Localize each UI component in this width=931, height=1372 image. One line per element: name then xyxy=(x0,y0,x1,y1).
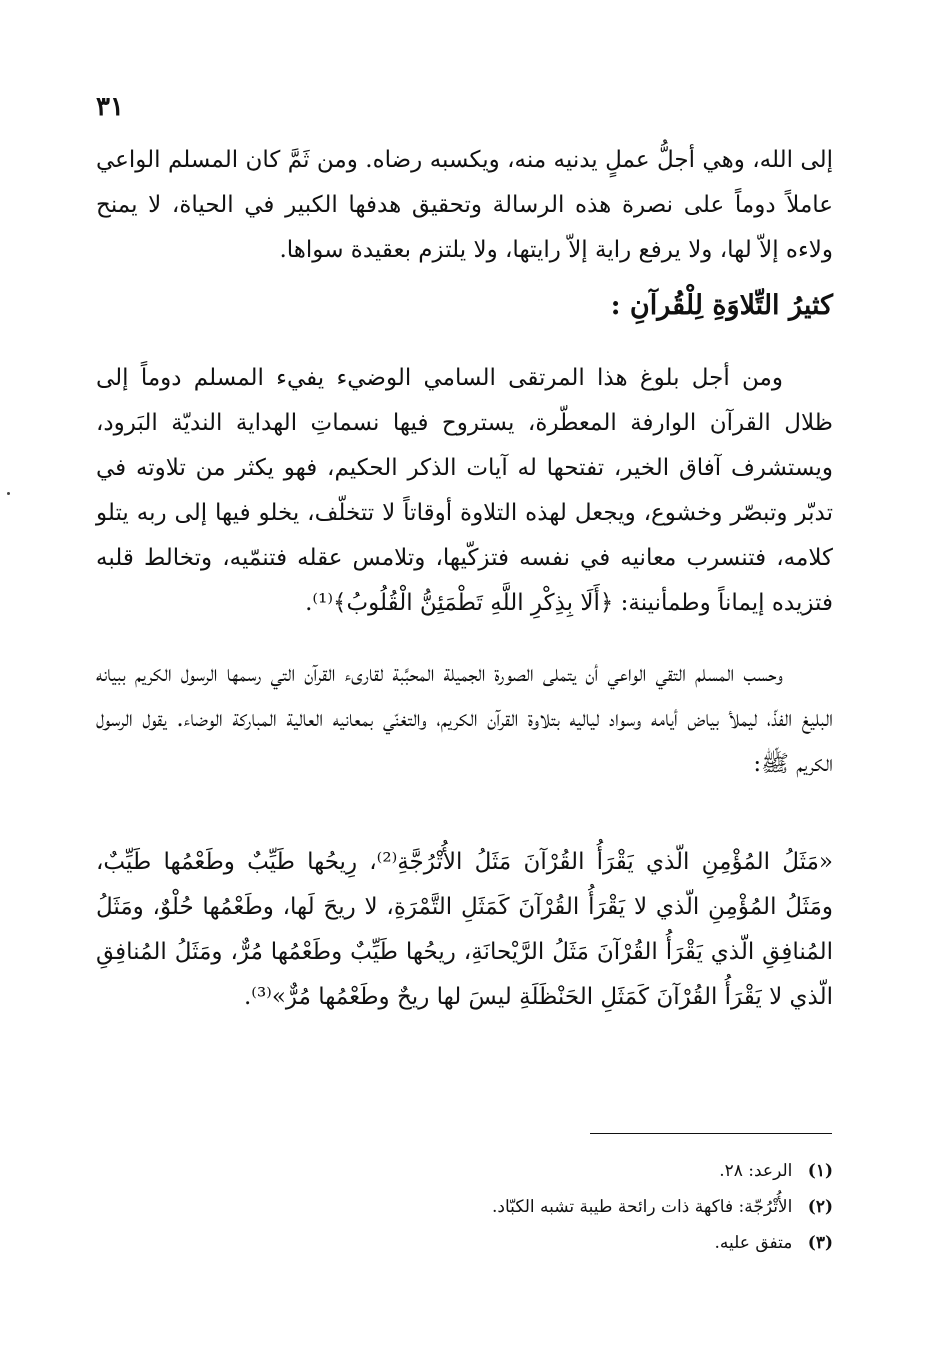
footnote-divider xyxy=(590,1133,832,1134)
footnote-number: (٣) xyxy=(807,1233,833,1253)
paragraph-text: إلى الله، وهي أجلُّ عملٍ يدنيه منه، ويكسبه رضاه. ومن ثَمَّ كان المسلم الواعي عاملاً دوماً على نصرة هذه الرسالة وتحقيق هدفها الكبير في الحياة، لا يمنح ولاءه إلاّ لها، ولا يرفع راية إلاّ رايتها، ولا يلتزم بعقيدة سواها. xyxy=(96,147,833,263)
footnote-number: (١) xyxy=(807,1161,833,1181)
footnote-number: (٢) xyxy=(807,1197,833,1217)
scan-speck xyxy=(7,492,10,495)
section-heading: كثيرُ التِّلاوَةِ لِلْقُرآنِ : xyxy=(610,290,833,321)
paragraph-text: ومن أجل بلوغ هذا المرتقى السامي الوضيء يفيء المسلم دوماً إلى ظلال القرآن الوارفة المعطّرة، يستروح فيها نسماتِ الهداية النديّة البَرود، ويستشرف آفاق الخير، تفتحها له آيات الذكر الحكيم، فهو يكثر من تلاوته في تدبّر وتبصّر وخشوع، ويجعل لهذه التلاوة أوقاتاً لا تتخلّف، يخلو فيها إلى ربه يتلو كلامه، فتنسرب معانيه في نفسه فتزكّيها، وتلامس عقله فتنمّيه، وتخالط قلبه فتزيده إيماناً وطمأنينة: ﴿أَلَا بِذِكْرِ اللَّهِ تَطْمَئِنُّ الْقُلُوبُ﴾⁽¹⁾. xyxy=(96,365,833,616)
footnote-item xyxy=(96,1153,833,1189)
footnote-item xyxy=(96,1189,833,1225)
footnote-text: متفق عليه. xyxy=(714,1233,793,1253)
paragraph-intro xyxy=(96,138,833,273)
footnotes xyxy=(96,1153,833,1261)
footnote-text: الرعد: ٢٨. xyxy=(719,1161,793,1181)
paragraph-text: وحسب المسلم التقي الواعي أن يتملى الصورة الجميلة المحبَّبة لقارىء القرآن التي رسمها الرسول الكريم ببيانه البليغ الفذّ، ليملأ بياض أيامه وسواد لياليه بتلاوة القرآن الكريم، والتغنّي بمعانيه العالية المباركة الوضاء. يقول الرسول الكريم ﷺ: xyxy=(96,661,833,777)
page-number: ٣١ xyxy=(96,92,124,122)
paragraph-recitation xyxy=(96,356,833,626)
paragraph-reader xyxy=(96,652,833,787)
footnote-item xyxy=(96,1225,833,1261)
footnote-text: الأُتْرُجّة: فاكهة ذات رائحة طيبة تشبه الكبّاد. xyxy=(492,1197,793,1217)
hadith-text: «مَثَلُ المُؤْمِنِ الّذي يَقْرَأُ القُرْآنَ مَثَلُ الأُتْرُجَّةِ⁽²⁾، رِيحُها طَيِّبٌ وطَعْمُها طَيِّبٌ، ومَثَلُ المُؤْمِنِ الّذي لا يَقْرَأُ القُرْآنَ كَمَثَلِ التَّمْرَةِ، لا ريحَ لَها، وطَعْمُها حُلْوٌ، ومَثَلُ المُنافِقِ الّذي يَقْرَأُ القُرْآنَ مَثَلُ الرَّيْحانَةِ، ريحُها طَيِّبٌ وطَعْمُها مُرٌّ، ومَثَلُ المُنافِقِ الّذي لا يَقْرَأُ القُرْآنَ كَمَثَلِ الحَنْظَلَةِ ليسَ لها ريحٌ وطَعْمُها مُرٌّ»⁽³⁾. xyxy=(96,849,834,1010)
hadith-quote xyxy=(96,840,833,1020)
